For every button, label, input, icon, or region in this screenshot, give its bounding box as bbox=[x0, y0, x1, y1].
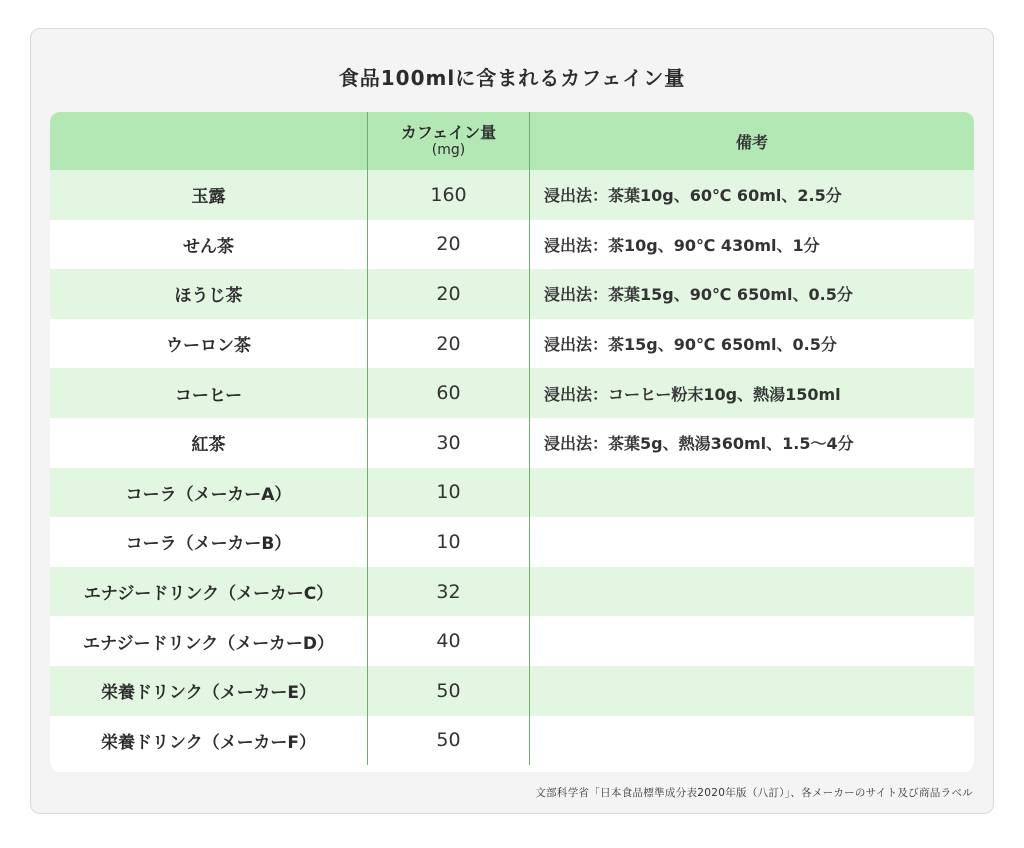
table-row bbox=[50, 269, 974, 319]
caffeine-value-cell: 20 bbox=[368, 220, 530, 270]
note-cell: 浸出法：茶10g、90℃ 430ml、1分 bbox=[544, 235, 820, 255]
caffeine-table bbox=[50, 112, 974, 772]
table-row bbox=[50, 616, 974, 666]
caffeine-value-cell: 10 bbox=[368, 468, 530, 518]
item-name-cell: 紅茶 bbox=[50, 418, 368, 468]
source-note: 文部科学省「日本食品標準成分表2020年版（八訂）」、各メーカーのサイト及び商品ラベル bbox=[535, 787, 973, 799]
note-cell: 浸出法：コーヒー粉末10g、熱湯150ml bbox=[544, 384, 841, 404]
note-cell bbox=[530, 616, 974, 666]
caffeine-value-cell: 32 bbox=[368, 567, 530, 617]
item-name-cell: ウーロン茶 bbox=[50, 319, 368, 369]
caffeine-value-cell: 50 bbox=[368, 716, 530, 766]
header-value-label: カフェイン量 bbox=[400, 123, 497, 142]
header-value-unit: (mg) bbox=[431, 142, 466, 159]
note-cell: 浸出法：茶葉15g、90℃ 650ml、0.5分 bbox=[544, 285, 853, 305]
table-body bbox=[50, 170, 974, 765]
item-name-cell: コーラ（メーカーB） bbox=[50, 517, 368, 567]
caffeine-value-cell: 20 bbox=[368, 269, 530, 319]
item-name-cell: ほうじ茶 bbox=[50, 269, 368, 319]
header-note-cell: 備考 bbox=[735, 132, 768, 152]
note-cell bbox=[530, 666, 974, 716]
item-name-cell: 栄養ドリンク（メーカーF） bbox=[50, 716, 368, 766]
table-row bbox=[50, 716, 974, 766]
caffeine-value-cell: 160 bbox=[368, 170, 530, 220]
note-cell bbox=[530, 716, 974, 766]
table-row bbox=[50, 368, 974, 418]
table-row bbox=[50, 418, 974, 468]
item-name-cell: 栄養ドリンク（メーカーE） bbox=[50, 666, 368, 716]
note-cell bbox=[530, 567, 974, 617]
table-header-row bbox=[50, 112, 974, 170]
table-row bbox=[50, 170, 974, 220]
note-cell: 浸出法：茶葉5g、熱湯360ml、1.5～4分 bbox=[544, 434, 854, 454]
caffeine-value-cell: 40 bbox=[368, 616, 530, 666]
table-row bbox=[50, 468, 974, 518]
item-name-cell: コーラ（メーカーA） bbox=[50, 468, 368, 518]
item-name-cell: 玉露 bbox=[50, 170, 368, 220]
note-cell bbox=[530, 468, 974, 518]
table-row bbox=[50, 517, 974, 567]
note-cell bbox=[530, 517, 974, 567]
caffeine-value-cell: 10 bbox=[368, 517, 530, 567]
caffeine-card bbox=[30, 28, 994, 814]
header-value-cell bbox=[368, 112, 530, 170]
note-cell: 浸出法：茶15g、90℃ 650ml、0.5分 bbox=[544, 335, 837, 355]
caffeine-value-cell: 20 bbox=[368, 319, 530, 369]
item-name-cell: エナジードリンク（メーカーC） bbox=[50, 567, 368, 617]
item-name-cell: せん茶 bbox=[50, 220, 368, 270]
header-name-cell bbox=[50, 112, 368, 170]
table-row bbox=[50, 319, 974, 369]
table-row bbox=[50, 567, 974, 617]
item-name-cell: コーヒー bbox=[50, 368, 368, 418]
item-name-cell: エナジードリンク（メーカーD） bbox=[50, 616, 368, 666]
caffeine-value-cell: 30 bbox=[368, 418, 530, 468]
caffeine-value-cell: 60 bbox=[368, 368, 530, 418]
caffeine-value-cell: 50 bbox=[368, 666, 530, 716]
table-row bbox=[50, 666, 974, 716]
note-cell: 浸出法：茶葉10g、60℃ 60ml、2.5分 bbox=[544, 186, 842, 206]
chart-title: 食品100mlに含まれるカフェイン量 bbox=[338, 66, 686, 90]
table-row bbox=[50, 220, 974, 270]
